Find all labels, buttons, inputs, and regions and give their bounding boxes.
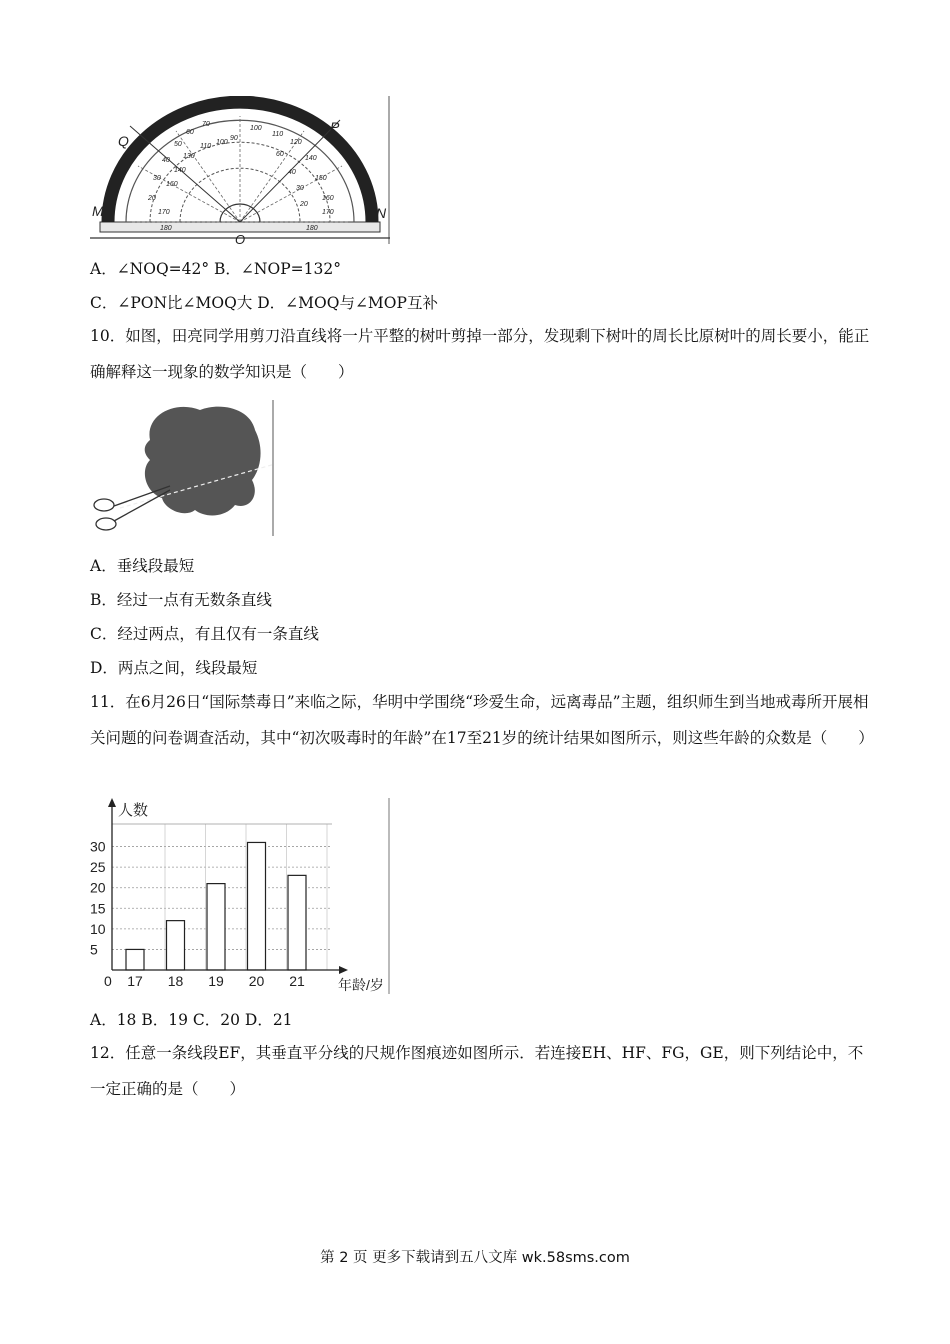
q10-option-b: B．经过一点有无数条直线 — [90, 591, 272, 609]
svg-text:100: 100 — [216, 139, 228, 146]
svg-text:20: 20 — [148, 195, 156, 202]
x-tick-label: 21 — [289, 973, 305, 989]
x-tick-label: 19 — [208, 973, 224, 989]
svg-text:170: 170 — [322, 209, 334, 216]
age-bar-chart — [90, 798, 390, 994]
svg-text:160: 160 — [322, 195, 334, 202]
y-tick-label: 10 — [90, 920, 106, 937]
label-m: M — [92, 203, 104, 219]
q12-stem: 12．任意一条线段EF，其垂直平分线的尺规作图痕迹如图所示．若连接EH、HF、FG，GE，则下列结论中，不一定正确的是（ ） — [90, 1044, 864, 1098]
x-tick-label: 17 — [127, 973, 143, 989]
q10-option-c: C．经过两点，有且仅有一条直线 — [90, 625, 319, 643]
svg-text:40: 40 — [162, 157, 170, 164]
q10-option-d: D．两点之间，线段最短 — [90, 659, 258, 677]
svg-text:40: 40 — [288, 169, 296, 176]
y-tick-label: 30 — [90, 838, 106, 855]
svg-text:170: 170 — [158, 209, 170, 216]
svg-text:30: 30 — [153, 175, 161, 182]
bar-21 — [288, 875, 306, 970]
q10-option-a: A．垂线段最短 — [90, 557, 195, 575]
svg-text:60: 60 — [186, 129, 194, 136]
svg-text:70: 70 — [202, 121, 210, 128]
svg-text:110: 110 — [272, 131, 284, 138]
x-axis-label: 年龄/岁 — [338, 977, 384, 993]
x-tick-label: 18 — [167, 973, 184, 989]
label-p: P — [330, 119, 340, 135]
svg-text:110: 110 — [200, 143, 212, 150]
svg-text:120: 120 — [290, 139, 302, 146]
q10-stem: 10．如图，田亮同学用剪刀沿直线将一片平整的树叶剪掉一部分，发现剩下树叶的周长比原树叶的周长要小，能正确解释这一现象的数学知识是（ ） — [90, 327, 870, 381]
svg-text:150: 150 — [315, 175, 327, 182]
y-tick-label: 25 — [90, 859, 106, 876]
q9-option-ab: A．∠NOQ=42° B．∠NOP=132° — [90, 260, 341, 278]
leaf-scissors-figure — [90, 400, 275, 538]
q11-stem: 11．在6月26日“国际禁毒日”来临之际，华明中学围绕“珍爱生命，远离毒品”主题，组织师生到当地戒毒所开展相关问题的问卷调查活动，其中“初次吸毒时的年龄”在17至21岁的统计结果如图所示，则这些年龄的众数是（ ） — [90, 693, 874, 747]
svg-text:140: 140 — [305, 155, 317, 162]
label-q: Q — [118, 133, 129, 149]
leaf-shape — [145, 407, 261, 516]
svg-text:90: 90 — [230, 135, 238, 142]
bar-19 — [207, 884, 225, 970]
svg-text:20: 20 — [300, 201, 308, 208]
svg-text:140: 140 — [174, 167, 186, 174]
x-tick-label: 20 — [248, 973, 265, 989]
page-footer: 第 2 页 更多下载请到五八文库 wk.58sms.com — [320, 1250, 630, 1266]
svg-text:130: 130 — [183, 153, 195, 160]
y-tick-label: 5 — [90, 941, 98, 958]
q11-options: A．18 B．19 C．20 D．21 — [90, 1011, 293, 1029]
y-tick-label: 20 — [90, 879, 106, 896]
svg-text:160: 160 — [166, 181, 178, 188]
protractor-figure — [90, 96, 390, 246]
svg-text:30: 30 — [296, 185, 304, 192]
y-tick-label: 15 — [90, 900, 106, 917]
svg-text:100: 100 — [250, 125, 262, 132]
y-tick-label: 0 — [104, 973, 112, 989]
bar-17 — [126, 949, 144, 970]
svg-text:60: 60 — [276, 151, 284, 158]
y-axis-label: 人数 — [118, 802, 149, 819]
bar-18 — [167, 921, 185, 970]
label-o: O — [235, 232, 246, 246]
bar-20 — [248, 842, 266, 970]
q9-option-cd: C．∠PON比∠MOQ大 D．∠MOQ与∠MOP互补 — [90, 294, 438, 312]
svg-text:50: 50 — [174, 141, 182, 148]
svg-text:180: 180 — [306, 225, 318, 232]
svg-text:180: 180 — [160, 225, 172, 232]
label-n: N — [376, 205, 387, 221]
